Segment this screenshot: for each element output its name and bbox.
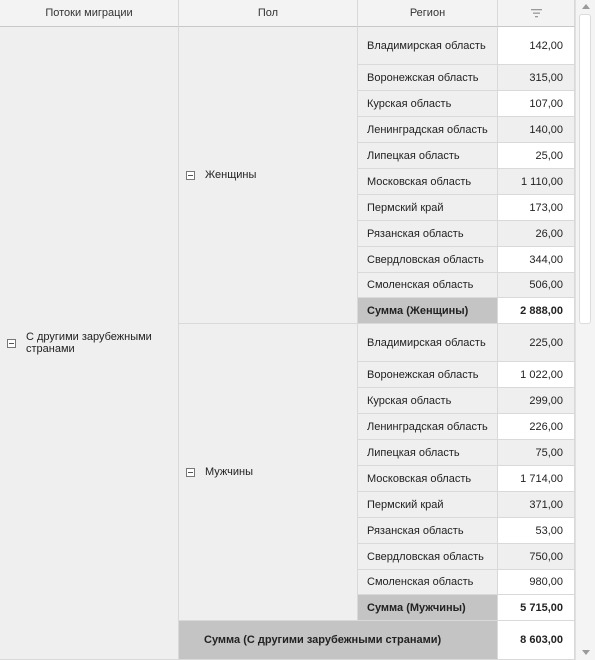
region-cell: Воронежская область (358, 362, 498, 388)
value-cell[interactable]: 142,00 (498, 27, 575, 65)
value-cell[interactable]: 371,00 (498, 492, 575, 518)
header-flows[interactable]: Потоки миграции (0, 0, 179, 27)
value-cell[interactable]: 173,00 (498, 195, 575, 221)
value-cell[interactable]: 26,00 (498, 221, 575, 247)
group-label-men: Мужчины (205, 466, 254, 478)
value-cell[interactable]: 25,00 (498, 143, 575, 169)
header-sex[interactable]: Пол (179, 0, 358, 27)
value-cell[interactable]: 315,00 (498, 65, 575, 91)
group-label-women: Женщины (205, 169, 257, 181)
scrollbar-thumb[interactable] (579, 14, 591, 324)
row-group-women (179, 27, 358, 324)
region-cell: Воронежская область (358, 65, 498, 91)
subtotal-label-women: Сумма (Женщины) (358, 298, 498, 324)
region-cell: Ленинградская область (358, 414, 498, 440)
value-cell[interactable]: 506,00 (498, 273, 575, 298)
header-filter[interactable] (498, 0, 575, 27)
subtotal-value-men[interactable]: 5 715,00 (498, 595, 575, 621)
subtotal-label-men: Сумма (Мужчины) (358, 595, 498, 621)
value-cell[interactable]: 299,00 (498, 388, 575, 414)
value-cell[interactable]: 344,00 (498, 247, 575, 273)
region-cell: Пермский край (358, 195, 498, 221)
value-cell[interactable]: 1 110,00 (498, 169, 575, 195)
collapse-toggle-icon[interactable] (186, 468, 195, 477)
region-cell: Курская область (358, 91, 498, 117)
scroll-down-arrow-icon[interactable] (582, 650, 590, 655)
value-cell[interactable]: 140,00 (498, 117, 575, 143)
value-cell[interactable]: 225,00 (498, 324, 575, 362)
value-cell[interactable]: 750,00 (498, 544, 575, 570)
flow-label: С другими зарубежными странами (26, 331, 152, 355)
region-cell: Смоленская область (358, 273, 498, 298)
region-cell: Липецкая область (358, 440, 498, 466)
value-cell[interactable]: 980,00 (498, 570, 575, 595)
region-cell: Московская область (358, 466, 498, 492)
value-cell[interactable]: 1 022,00 (498, 362, 575, 388)
filter-icon[interactable] (531, 9, 542, 18)
grand-total-value[interactable]: 8 603,00 (498, 621, 575, 660)
region-cell: Московская область (358, 169, 498, 195)
region-cell: Рязанская область (358, 221, 498, 247)
collapse-toggle-icon[interactable] (7, 339, 16, 348)
region-cell: Липецкая область (358, 143, 498, 169)
value-cell[interactable]: 53,00 (498, 518, 575, 544)
region-cell: Владимирская область (358, 324, 498, 362)
value-cell[interactable]: 107,00 (498, 91, 575, 117)
region-cell: Свердловская область (358, 544, 498, 570)
region-cell: Смоленская область (358, 570, 498, 595)
region-cell: Курская область (358, 388, 498, 414)
region-cell: Рязанская область (358, 518, 498, 544)
region-cell: Ленинградская область (358, 117, 498, 143)
scroll-up-arrow-icon[interactable] (582, 4, 590, 9)
row-group-men (179, 324, 358, 621)
region-cell: Свердловская область (358, 247, 498, 273)
vertical-scrollbar[interactable] (575, 0, 595, 660)
subtotal-value-women[interactable]: 2 888,00 (498, 298, 575, 324)
value-cell[interactable]: 1 714,00 (498, 466, 575, 492)
value-cell[interactable]: 226,00 (498, 414, 575, 440)
region-cell: Пермский край (358, 492, 498, 518)
row-group-flow (0, 27, 179, 660)
grand-total-label: Сумма (С другими зарубежными странами) (179, 621, 498, 660)
header-region[interactable]: Регион (358, 0, 498, 27)
value-cell[interactable]: 75,00 (498, 440, 575, 466)
region-cell: Владимирская область (358, 27, 498, 65)
collapse-toggle-icon[interactable] (186, 171, 195, 180)
